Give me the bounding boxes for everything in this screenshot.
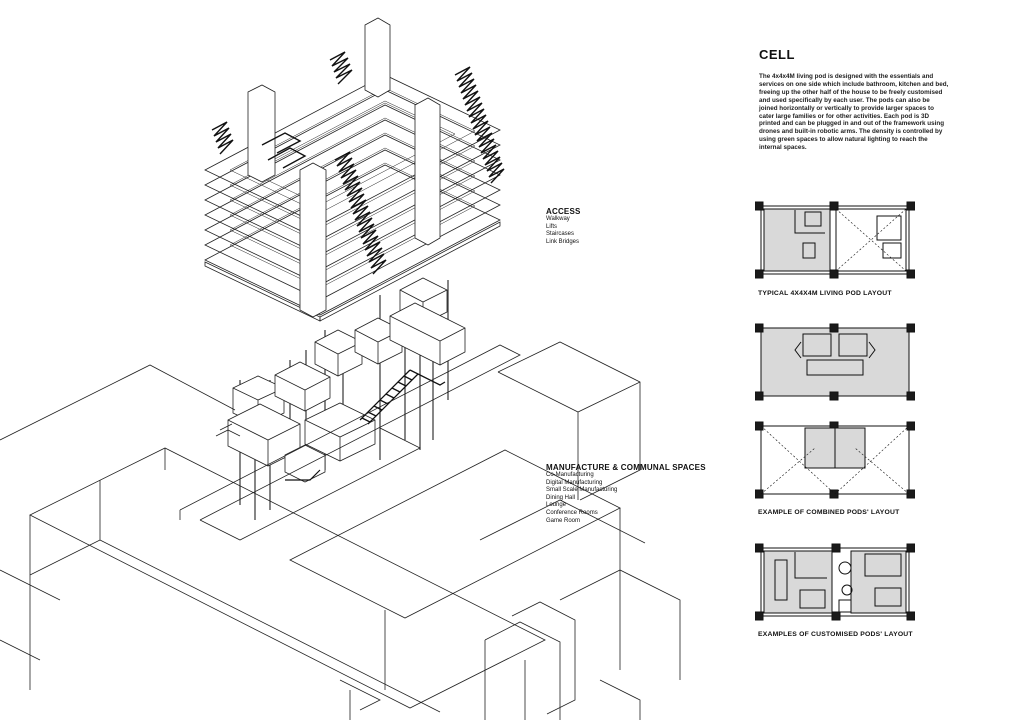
manufacture-block [216,278,465,520]
access-item: Link Bridges [546,238,580,245]
manufacture-label [546,463,706,525]
combined-pod-plan-2 [755,418,915,500]
caption-typical: TYPICAL 4X4X4M LIVING POD LAYOUT [758,290,892,297]
caption-combined: EXAMPLE OF COMBINED PODS' LAYOUT [758,509,900,516]
combined-pod-plan [755,320,915,402]
manufacture-item: Dining Hall [546,494,576,501]
cell-title: CELL [759,47,795,62]
manufacture-item: Lounge [546,502,567,509]
manufacture-title: MANUFACTURE & COMMUNAL SPACES [546,463,706,472]
access-item: Lifts [546,223,558,230]
access-item: Staircases [546,231,575,238]
caption-customised: EXAMPLES OF CUSTOMISED PODS' LAYOUT [758,631,913,638]
access-item: Walkway [546,216,570,222]
access-tower [205,18,504,321]
access-label [546,207,581,246]
access-title: ACCESS [546,207,581,216]
ground-buildings [0,342,680,720]
manufacture-item: Co-Manufacturing [546,472,594,478]
manufacture-item: Small Scale Manufacturing [546,487,618,494]
manufacture-item: Game Room [546,517,581,524]
manufacture-item: Digital Manufacturing [546,479,603,486]
manufacture-item: Conference Rooms [546,509,598,516]
typical-pod-plan [755,198,915,280]
customised-pod-plan [755,540,915,622]
cell-description: The 4x4x4M living pod is designed with the essentials and services on one side which include bathroom, kitchen and bed, freeing up the other half of the house to be freely customised and used specifically by each user. The pods can also be joined horizontally or vertically to provide larger spaces to cater large families or for other activities. Each pod is 3D printed and can be plugged in and out of the framework using drones and built-in robotic arms. The density is controlled by using green spaces to allow natural lighting to reach the internal spaces. [759,73,949,152]
